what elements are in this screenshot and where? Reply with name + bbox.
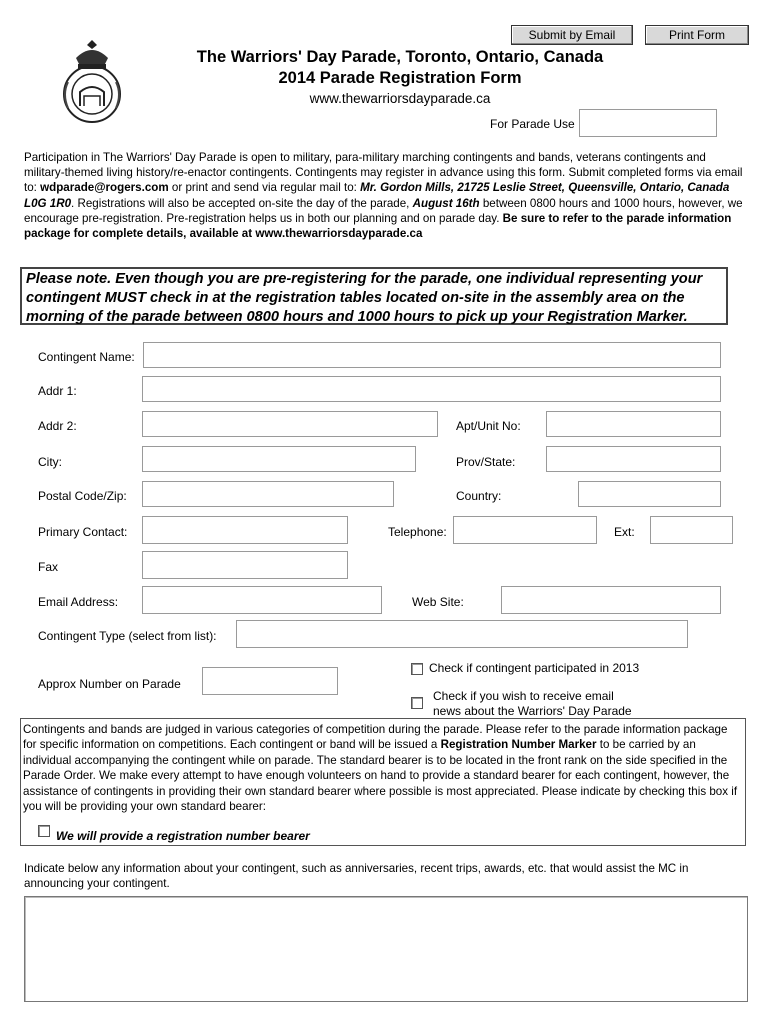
prov-label: Prov/State:: [456, 455, 516, 469]
postal-label: Postal Code/Zip:: [38, 489, 127, 503]
pre-registration-note: Please note. Even though you are pre-registering for the parade, one individual representing your contingent MUST check in at the registration tables located on-site in the assembly area on the morning of the parade between 0800 hours and 1000 hours to pick up your Registration Marker.: [20, 267, 728, 325]
parade-use-field[interactable]: [579, 109, 717, 137]
mc-instruction: Indicate below any information about your contingent, such as anniversaries, recent trips, awards, etc. that would assist the MC in announcing your contingent.: [24, 862, 689, 891]
telephone-field[interactable]: [453, 516, 597, 544]
web-site-field[interactable]: [501, 586, 721, 614]
prov-field[interactable]: [546, 446, 721, 472]
email-address-field[interactable]: [142, 586, 382, 614]
addr1-field[interactable]: [142, 376, 721, 402]
addr2-label: Addr 2:: [38, 419, 77, 433]
email-news-label-1: Check if you wish to receive email: [433, 689, 614, 703]
participated-2013-label: Check if contingent participated in 2013: [429, 661, 640, 675]
ext-field[interactable]: [650, 516, 733, 544]
email-news-label-2: news about the Warriors' Day Parade: [433, 704, 632, 718]
submit-by-email-button[interactable]: Submit by Email: [511, 25, 633, 45]
country-label: Country:: [456, 489, 502, 503]
city-label: City:: [38, 455, 62, 469]
primary-contact-field[interactable]: [142, 516, 348, 544]
print-form-button[interactable]: Print Form: [645, 25, 749, 45]
apt-field[interactable]: [546, 411, 721, 437]
registration-bearer-checkbox[interactable]: [38, 825, 50, 837]
email-address-label: Email Address:: [38, 595, 119, 609]
country-field[interactable]: [578, 481, 721, 507]
addr1-label: Addr 1:: [38, 384, 77, 398]
form-subtitle: 2014 Parade Registration Form: [278, 69, 522, 87]
form-title: The Warriors' Day Parade, Toronto, Ontario, Canada: [196, 48, 604, 66]
website-text: www.thewarriorsdayparade.ca: [309, 91, 491, 106]
registration-bearer-label: We will provide a registration number bearer: [56, 829, 310, 843]
contingent-type-label: Contingent Type (select from list):: [38, 629, 217, 643]
ext-label: Ext:: [614, 525, 635, 539]
competition-info-box: [20, 718, 746, 846]
contingent-name-field[interactable]: [143, 342, 721, 368]
competition-text: Contingents and bands are judged in various categories of competition during the parade. Please refer to the parade information package for specific information on competitions. Each contingent or band will be issued a Registration Number Marker to be carried by an individual accompanying the contingent while on parade. The standard bearer is to be located in the front rank on the side specified in the Parade Order. We make every attempt to have enough volunteers on hand to provide a standard bearer for each contingent, however, the assistance of contingents in providing their own standard bearer where possible is most appreciated. Please indicate by checking this box if you will be providing your own standard bearer:: [23, 723, 738, 814]
postal-field[interactable]: [142, 481, 394, 507]
addr2-field[interactable]: [142, 411, 438, 437]
primary-contact-label: Primary Contact:: [38, 525, 128, 539]
apt-label: Apt/Unit No:: [456, 419, 521, 433]
contingent-type-select[interactable]: [236, 620, 688, 648]
parade-use-label: For Parade Use: [490, 117, 575, 131]
mc-info-textarea[interactable]: [24, 896, 748, 1002]
approx-number-field[interactable]: [202, 667, 338, 695]
email-link[interactable]: wdparade@rogers.com: [40, 181, 169, 195]
contingent-name-label: Contingent Name:: [38, 350, 135, 364]
web-site-label: Web Site:: [412, 595, 464, 609]
email-news-checkbox[interactable]: [411, 697, 423, 709]
fax-field[interactable]: [142, 551, 348, 579]
fax-label: Fax: [38, 560, 59, 574]
approx-number-label: Approx Number on Parade: [38, 677, 181, 691]
intro-paragraph: Participation in The Warriors' Day Parade is open to military, para-military marching contingents and bands, veterans contingents and military-themed living history/re-enactor contingents. Contingents may register in advance using this form. Submit completed forms via email to: wdparade@rogers.com or print and send via regular mail to: Mr. Gordon Mills, 21725 Leslie Street, Queensville, Ontario, Canada L0G 1R0. Registrations will also be accepted on-site the day of the parade, August 16th between 0800 hours and 1000 hours, however, we encourage pre-registration. Pre-registration helps us in both our planning and on parade day. Be sure to refer to the parade information package for complete details, available at www.thewarriorsdayparade.ca: [24, 151, 743, 241]
city-field[interactable]: [142, 446, 416, 472]
telephone-label: Telephone:: [388, 525, 447, 539]
participated-2013-checkbox[interactable]: [411, 663, 423, 675]
